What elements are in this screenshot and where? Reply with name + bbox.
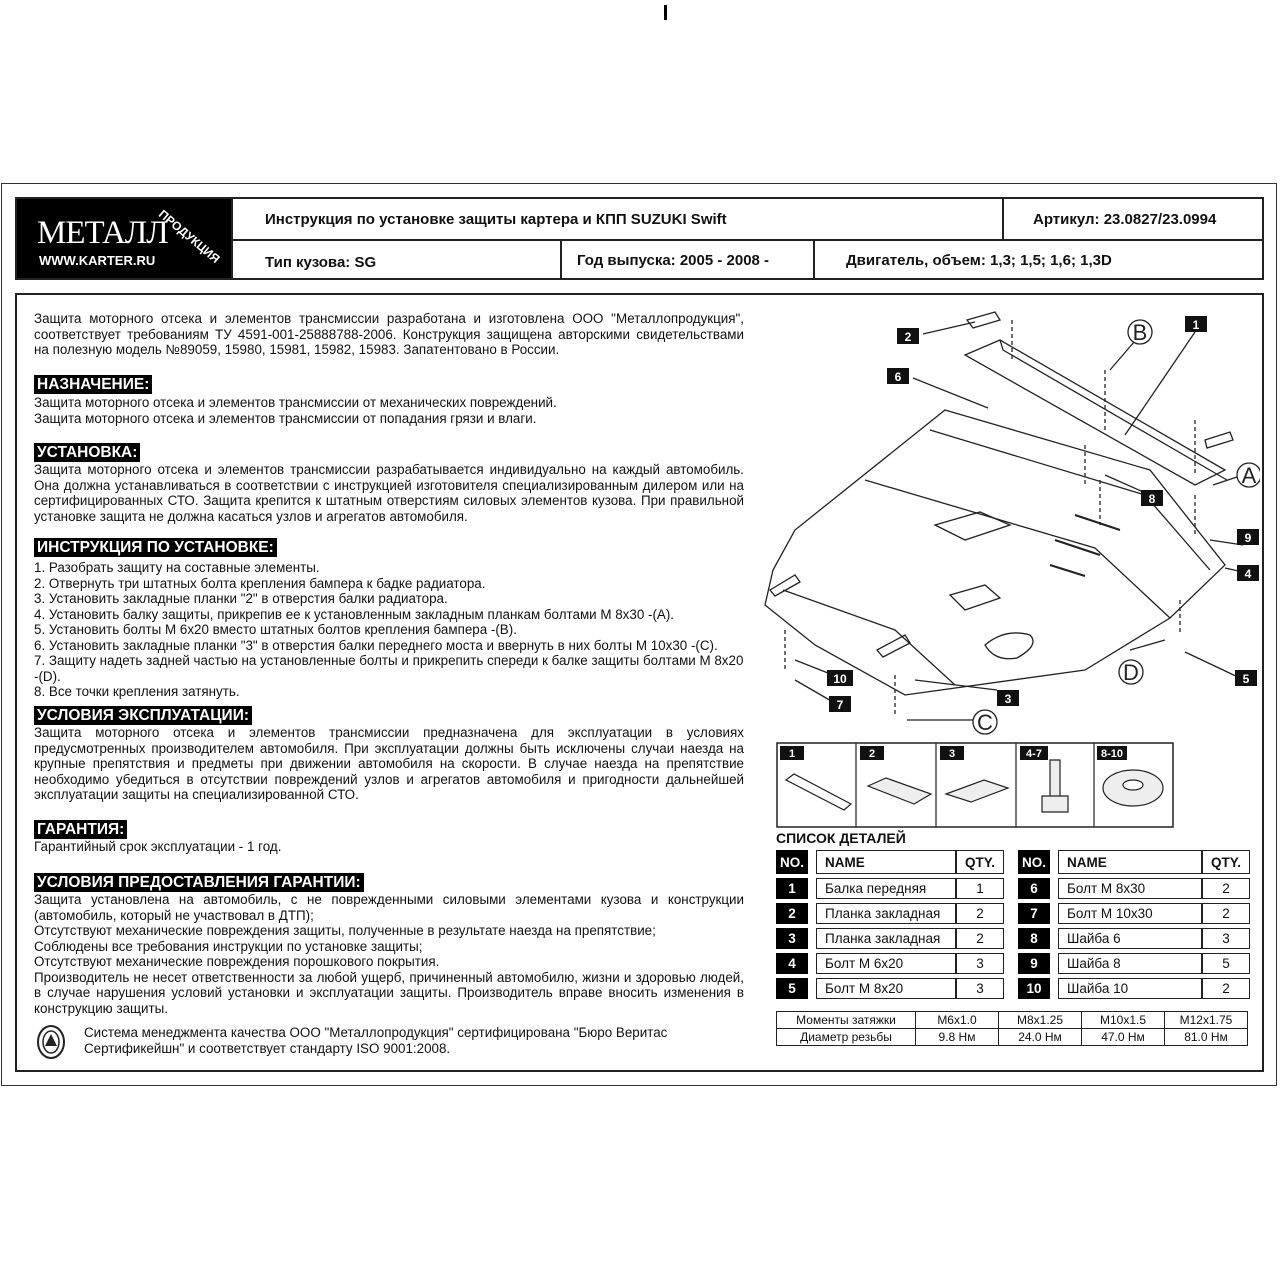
skid-plate-outline [765, 410, 1225, 695]
step-item: 2. Отвернуть три штатных болта крепления бампера к бадке радиатора. [34, 575, 486, 591]
part-qty: 2 [1202, 878, 1250, 899]
part-qty: 2 [956, 928, 1004, 949]
part-qty: 1 [956, 878, 1004, 899]
col-header-no: NO. [1018, 850, 1050, 874]
purpose-text [34, 395, 744, 426]
table-row [777, 1029, 1248, 1046]
table-row [776, 978, 1004, 999]
part-qty: 3 [1202, 928, 1250, 949]
step-item: 6. Установить закладные планки "3" в отверстия балки переднего моста и ввернуть в них болты М 10х30 -(С). [34, 637, 718, 653]
part-label-7: 7 [836, 698, 844, 712]
header-divider-v3 [813, 239, 815, 278]
front-beam [965, 340, 1225, 485]
part-qty: 2 [1202, 978, 1250, 999]
intro-text: Защита моторного отсека и элементов трансмиссии разработана и изготовлена ООО "Металлопродукция", соответствует требованиям ТУ 4591-001-25888788-2006. Конструкция защищена авторскими свидетельствами на полезную модель №89059, 15980, 15981, 15982, 15983. Запатентовано в России. [34, 311, 744, 357]
assembly-diagram [755, 300, 1260, 740]
warranty-text: Гарантийный срок эксплуатации - 1 год. [34, 839, 282, 854]
part-label-5: 5 [1242, 672, 1250, 686]
table-row [1018, 978, 1250, 999]
part-name: Планка закладная [816, 903, 956, 924]
part-label-10: 10 [833, 672, 847, 686]
certification-seal-icon [36, 1024, 66, 1060]
thread-size: М12х1.75 [1165, 1012, 1248, 1029]
part-no: 6 [1018, 878, 1050, 899]
part-label-3: 3 [1004, 692, 1012, 706]
body-type: Тип кузова: SG [265, 254, 377, 271]
thumb-label: 2 [868, 748, 876, 760]
part-name: Шайба 6 [1058, 928, 1202, 949]
thumb-label: 4-7 [1026, 748, 1042, 760]
part-no: 9 [1018, 953, 1050, 974]
header-block [15, 197, 1264, 280]
parts-list-title: СПИСОК ДЕТАЛЕЙ [776, 830, 906, 846]
col-header-name: NAME [816, 850, 956, 874]
table-row [777, 1012, 1248, 1029]
heading-install: УСТАНОВКА: [34, 443, 140, 462]
torque-table [776, 1011, 1248, 1046]
part-name: Болт М 8х30 [1058, 878, 1202, 899]
logo-main: МЕТАЛЛ [37, 215, 168, 251]
step-item: 8. Все точки крепления затянуть. [34, 684, 240, 699]
header-divider-h [231, 239, 1262, 241]
torque-value: 9.8 Нм [916, 1029, 999, 1046]
warranty-term: Соблюдены все требования инструкции по установке защиты; [34, 938, 423, 954]
warranty-term: Отсутствуют механические повреждения защиты, полученные в результате наезда на препятствие; [34, 923, 656, 938]
step-item: 5. Установить болты М 6х20 вместо штатных болтов крепления бампера -(В). [34, 622, 517, 637]
part-name: Шайба 8 [1058, 953, 1202, 974]
part-name: Болт М 8х20 [816, 978, 956, 999]
header-divider-v0 [231, 199, 233, 278]
certification-line: Система менеджмента качества ООО "Металлопродукция" сертифицирована "Бюро Веритас [84, 1025, 668, 1040]
skid-plate-vent [935, 512, 1010, 540]
heading-purpose: НАЗНАЧЕНИЕ: [34, 375, 152, 394]
part-no: 3 [776, 928, 808, 949]
top-mark [664, 5, 667, 20]
table-header-row [776, 850, 1004, 874]
usage-text: Защита моторного отсека и элементов трансмиссии предназначена для эксплуатации в условиях предусмотренных производителем автомобиля. При эксплуатации должны быть исключены случаи наезда на крупные препятствия и предметы при движении автомобиля на скорости. В случае наезда на препятствие необходимо убедиться в отсутствии повреждений узлов и агрегатов автомобиля и пригодности дальнейшей эксплуатации защиты на специализированной СТО. [34, 725, 744, 802]
part-qty: 5 [1202, 953, 1250, 974]
skid-plate-ridge [930, 430, 1210, 570]
part-label-4: 4 [1244, 567, 1252, 581]
part-name: Шайба 10 [1058, 978, 1202, 999]
col-header-qty: QTY. [1202, 850, 1250, 874]
parts-table-left [776, 846, 1004, 1003]
article-number: Артикул: 23.0827/23.0994 [1033, 211, 1217, 228]
warranty-term: Отсутствуют механические повреждения порошкового покрытия. [34, 954, 440, 969]
header-divider-v1 [1002, 199, 1004, 239]
part-name: Балка передняя [816, 878, 956, 899]
purpose-line: Защита моторного отсека и элементов трансмиссии от механических повреждений. [34, 395, 557, 410]
logo-url: WWW.KARTER.RU [39, 253, 156, 268]
table-row [1018, 903, 1250, 924]
thread-size: М6х1.0 [916, 1012, 999, 1029]
thread-size: М10х1.5 [1082, 1012, 1165, 1029]
torque-label: Моменты затяжки [777, 1012, 916, 1029]
part-label-2: 2 [904, 330, 912, 344]
table-row [1018, 953, 1250, 974]
thread-size: М8х1.25 [999, 1012, 1082, 1029]
skid-plate-lip [783, 590, 955, 685]
col-header-no: NO. [776, 850, 808, 874]
production-years: Год выпуска: 2005 - 2008 - [577, 252, 770, 269]
part-qty: 2 [1202, 903, 1250, 924]
part-no: 4 [776, 953, 808, 974]
skid-plate-bend [865, 480, 1170, 618]
torque-value: 47.0 Нм [1082, 1029, 1165, 1046]
header-divider-v2 [560, 239, 562, 278]
steps-list [34, 560, 744, 700]
table-row [776, 953, 1004, 974]
logo-arc-text: ПРОДУКЦИЯ [156, 207, 223, 267]
part-thumbnails [776, 742, 1174, 828]
table-header-row [1018, 850, 1250, 874]
thumb-label: 3 [948, 748, 956, 760]
torque-value: 24.0 Нм [999, 1029, 1082, 1046]
col-header-qty: QTY. [956, 850, 1004, 874]
step-item: 1. Разобрать защиту на составные элементы. [34, 560, 320, 575]
point-label-b: B [1132, 320, 1148, 345]
point-label-c: C [977, 710, 993, 735]
engine-info: Двигатель, объем: 1,3; 1,5; 1,6; 1,3D [846, 252, 1112, 269]
part-no: 10 [1018, 978, 1050, 999]
heading-warranty: ГАРАНТИЯ: [34, 820, 127, 839]
table-row [1018, 928, 1250, 949]
warranty-term: Защита установлена на автомобиль, с не поврежденными силовыми элементами кузова и конструкции (автомобиль, который не участвовал в ДТП); [34, 892, 744, 923]
part-label-1: 1 [1192, 318, 1200, 332]
certification-text [84, 1025, 667, 1057]
part-no: 2 [776, 903, 808, 924]
install-text: Защита моторного отсека и элементов трансмиссии разрабатывается индивидуально на каждый автомобиль. Она должна устанавливаться в соответствии с инструкцией изготовителя специализированным дилером или на сертифицированных СТО. Защита крепится к штатным отверстиям силовых элементов кузова. При правильной установке защита не должна касаться узлов и агрегатов автомобиля. [34, 462, 744, 524]
thumb-label: 1 [788, 748, 796, 760]
plate-2b [1205, 432, 1233, 448]
heading-steps: ИНСТРУКЦИЯ ПО УСТАНОВКЕ: [34, 538, 277, 557]
step-item: 7. Защиту надеть задней частью на установленные болты и прикрепить спереди к балке защиты болтами М 8х20 -(D). [34, 653, 744, 684]
part-no: 5 [776, 978, 808, 999]
plate-3b [877, 635, 910, 657]
table-row [776, 903, 1004, 924]
table-row [1018, 878, 1250, 899]
point-label-a: A [1241, 463, 1257, 488]
part-qty: 3 [956, 953, 1004, 974]
logo [17, 199, 231, 278]
skid-plate-oval [985, 633, 1033, 659]
warranty-terms-text [34, 892, 744, 1016]
step-item: 3. Установить закладные планки "2" в отверстия балки радиатора. [34, 591, 448, 606]
thumb-label: 8-10 [1100, 748, 1124, 760]
col-header-name: NAME [1058, 850, 1202, 874]
step-item: 4. Установить балку защиты, прикрепив ее к установленным закладным планкам болтами М 8х30 -(А). [34, 606, 675, 622]
point-label-d: D [1123, 660, 1139, 685]
part-label-9: 9 [1244, 531, 1252, 545]
part-label-6: 6 [894, 370, 902, 384]
part-name: Болт М 6х20 [816, 953, 956, 974]
part-name: Болт М 10х30 [1058, 903, 1202, 924]
plate-2 [967, 312, 1000, 328]
part-no: 8 [1018, 928, 1050, 949]
plate-3a [770, 575, 800, 596]
doc-title: Инструкция по установке защиты картера и КПП SUZUKI Swift [265, 211, 727, 228]
torque-value: 81.0 Нм [1165, 1029, 1248, 1046]
certification-line: Сертификейшн" и соответствует стандарту ISO 9001:2008. [84, 1041, 451, 1056]
part-qty: 2 [956, 903, 1004, 924]
part-no: 1 [776, 878, 808, 899]
purpose-line: Защита моторного отсека и элементов трансмиссии от попадания грязи и влаги. [34, 410, 537, 426]
table-row [776, 878, 1004, 899]
heading-usage: УСЛОВИЯ ЭКСПЛУАТАЦИИ: [34, 706, 252, 725]
part-no: 7 [1018, 903, 1050, 924]
part-name: Планка закладная [816, 928, 956, 949]
parts-table-right [1018, 846, 1250, 1003]
diameter-label: Диаметр резьбы [777, 1029, 916, 1046]
table-row [776, 928, 1004, 949]
heading-warranty-terms: УСЛОВИЯ ПРЕДОСТАВЛЕНИЯ ГАРАНТИИ: [34, 873, 364, 892]
part-label-8: 8 [1148, 492, 1156, 506]
skid-plate-opening [950, 585, 1000, 610]
warranty-term: Производитель не несет ответственности за любой ущерб, причиненный автомобилю, жизни и здоровью людей, в случае нарушения условий установки и эксплуатации защиты. Производитель вправе вносить изменения в конструкцию защиты. [34, 969, 744, 1016]
part-qty: 3 [956, 978, 1004, 999]
